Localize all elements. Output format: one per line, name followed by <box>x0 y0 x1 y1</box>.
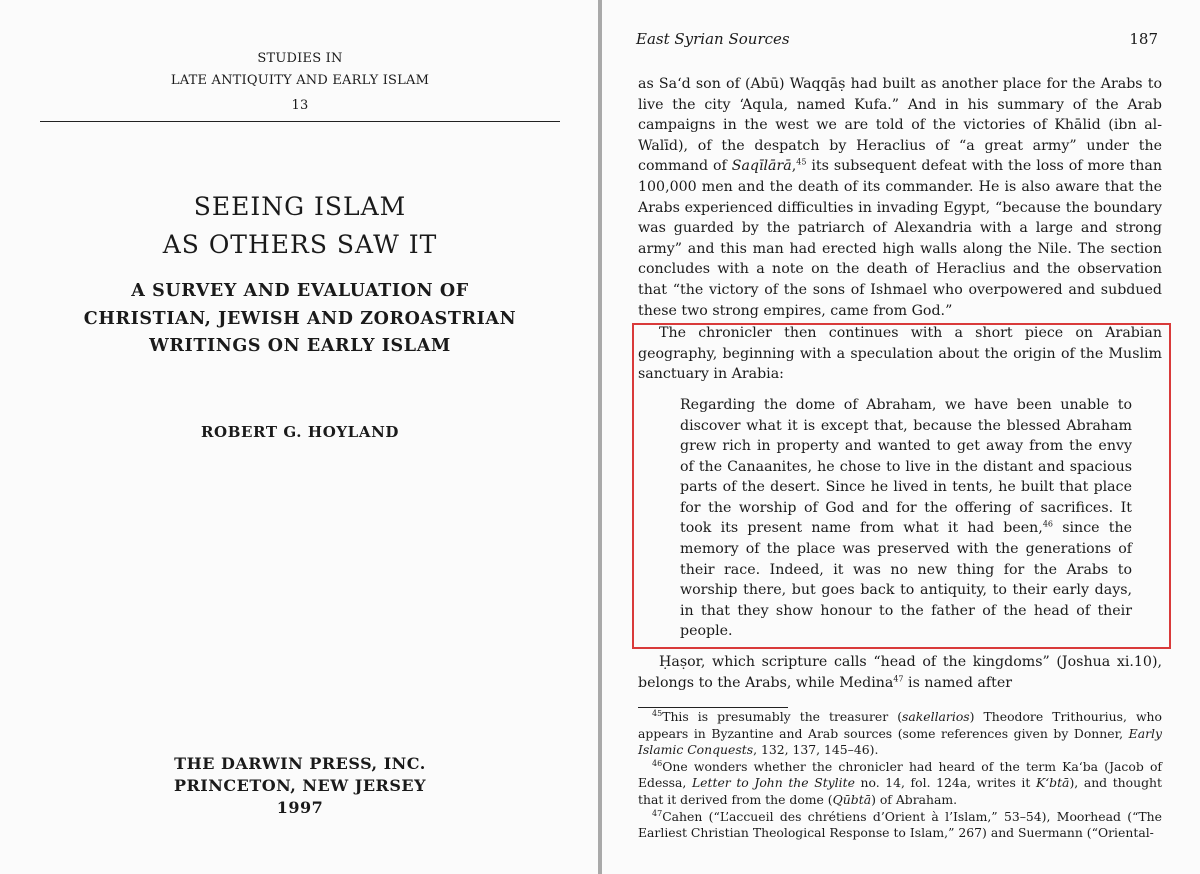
footnote-45: $^{45}$This is presumably the treasurer (sakellarios) Theodore Trithourius, who appears in Byzantine and Arab sources (some references given by Donner, Early Islamic Conquests, 132, 137, 145–46). <box>638 708 1162 758</box>
footnote-ref-45[interactable]: 45 <box>796 157 807 167</box>
series-name: LATE ANTIQUITY AND EARLY ISLAM <box>170 73 430 88</box>
block-quote: Regarding the dome of Abraham, we have been unable to discover what it is except that, because the blessed Abraham grew rich in property and wanted to get away from the envy of the Canaanites, he chose to live in the distant and spacious parts of the desert. Since he lived in tents, he built that place for the worship of God and for the offering of sacrifices. It took its present name from what it had been,$^{46}$ since the memory of the place was preserved with the generations of their race. Indeed, it was no new thing for the Arabs to worship there, but goes back to antiquity, to their early days, in that they show honour to the father of the head of their people. <box>680 396 1132 640</box>
footnotes <box>638 709 1162 842</box>
series-volume: 13 <box>291 98 309 113</box>
left-page <box>0 0 598 874</box>
publication-year: 1997 <box>276 798 324 817</box>
highlight-annotation-box <box>632 323 1171 649</box>
book-title-line-2: AS OTHERS SAW IT <box>162 230 438 259</box>
publisher-name: THE DARWIN PRESS, INC. <box>174 754 426 773</box>
running-head: East Syrian Sources <box>636 30 790 48</box>
series-label: STUDIES IN <box>257 51 343 66</box>
footnote-46: $^{46}$One wonders whether the chronicler had heard of the term Ka‘ba (Jacob of Edessa, Letter to John the Stylite no. 14, fol. 124a, writes it K‘btā), and thought that it derived from the dome (Qūbtā) of Abraham. <box>638 758 1162 807</box>
footnote-rule <box>638 707 788 708</box>
paragraph-3: Ḥaṣor, which scripture calls “head of the kingdoms” (Joshua xi.10), belongs to the Arabs, while Medina$^{47}$ is named after <box>638 654 1162 691</box>
paragraph-2: The chronicler then continues with a short piece on Arabian geography, beginning with a speculation about the origin of the Muslim sanctuary in Arabia: <box>638 325 1162 383</box>
footnote-ref-47[interactable]: 47 <box>893 673 904 683</box>
subtitle-line-2: CHRISTIAN, JEWISH AND ZOROASTRIAN <box>83 309 517 329</box>
subtitle-line-1: A SURVEY AND EVALUATION OF <box>131 281 469 301</box>
subtitle-line-3: WRITINGS ON EARLY ISLAM <box>149 336 451 356</box>
author: ROBERT G. HOYLAND <box>200 423 399 441</box>
publisher-place: PRINCETON, NEW JERSEY <box>173 776 427 795</box>
series-rule <box>40 121 560 122</box>
paragraph-1: as Sa‘d son of (Abū) Waqqāṣ had built as another place for the Arabs to live the city ‘Aqula, named Kufa.” And in his summary of the Arab campaigns in the west we are told of the victories of Khālid (ibn al-Walīd), of the despatch by Heraclius of “a great army” under the command of Saqīlārā,$^{45}$ its subsequent defeat with the loss of more than 100,000 men and the death of its commander. He is also aware that the Arabs experienced difficulties in invading Egypt, “because the boundary was guarded by the patriarch of Alexandria with a large and strong army” and this man had erected high walls along the Nile. The section concludes with a note on the death of Heraclius and the observation that “the victory of the sons of Ishmael who overpowered and subdued these two strong empires, came from God.” <box>638 76 1162 319</box>
book-title-line-1: SEEING ISLAM <box>193 192 407 221</box>
footnote-ref-46[interactable]: 46 <box>1042 519 1054 529</box>
footnote-47: $^{47}$Cahen (“L’accueil des chrétiens d’Orient à l’Islam,” 53–54), Moorhead (“The Earliest Christian Theological Response to Islam,” 267) and Suermann (“Oriental- <box>638 808 1162 841</box>
page-number: 187 <box>1129 30 1158 48</box>
